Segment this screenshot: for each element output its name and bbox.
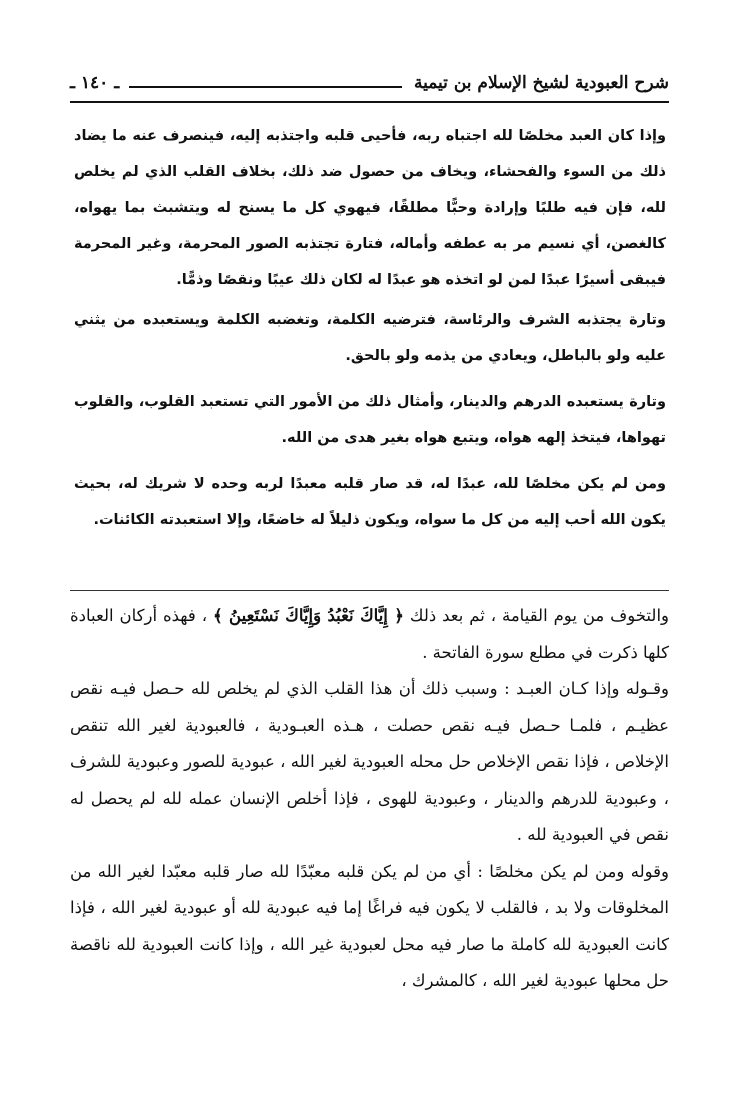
header-rule (129, 86, 402, 88)
commentary-text: والتخوف من يوم القيامة ، ثم بعد ذلك (403, 606, 669, 625)
main-text-block (74, 118, 666, 548)
commentary-text: ، فهذه أركان العبادة كلها ذكرت في مطلع سورة الفاتحة . (70, 606, 669, 662)
commentary-paragraph (70, 598, 669, 671)
commentary-block (70, 598, 669, 1000)
running-header (70, 66, 669, 100)
main-paragraph: وإذا كان العبد مخلصًا لله اجتباه ربه، فأحيى قلبه واجتذبه إليه، فينصرف عنه ما يضاد ذلك من السوء والفحشاء، ويخاف من حصول ضد ذلك، بخلاف القلب الذي لم يخلص لله، فإن فيه طلبًا وإرادة وحبًّا مطلقًا، فيهوي كل ما يسنح له ويتشبث بما يهواه، كالغصن، أي نسيم مر به عطفه وأماله، فتارة تجتذبه الصور المحرمة، وغير المحرمة فيبقى أسيرًا عبدًا لمن لو اتخذه هو عبدًا له لكان ذلك عيبًا ونقصًا وذمًّا. (74, 128, 666, 288)
main-paragraph: ومن لم يكن مخلصًا لله، عبدًا له، قد صار قلبه معبدًا لربه وحده لا شريك له، بحيث يكون الله أحب إليه من كل ما سواه، ويكون ذليلاً له خاضعًا، وإلا استعبدته الكائنات. (74, 476, 666, 528)
page-number: ـ ١٤٠ ـ (70, 73, 120, 93)
main-paragraph: وتارة يجتذبه الشرف والرئاسة، فترضيه الكلمة، وتغضبه الكلمة ويستعبده من يثني عليه ولو بالباطل، ويعادي من يذمه ولو بالحق. (74, 312, 666, 364)
commentary-paragraph: وقوله ومن لم يكن مخلصًا : أي من لم يكن قلبه معبّدًا لله صار قلبه معبّدا لغير الله من المخلوقات ولا بد ، فالقلب لا يكون فيه فراغًا إما فيه عبودية لله أو عبودية لغير الله ، فإذا كانت العبودية لله كاملة ما صار فيه محل لعبودية غير الله ، وإذا كانت العبودية لله ناقصة حل محلها عبودية لغير الله ، كالمشرك ، (70, 861, 669, 990)
header-title: شرح العبودية لشيخ الإسلام بن تيمية (413, 73, 669, 93)
header-underline (70, 101, 669, 103)
quran-verse: ﴿ إِيَّاكَ نَعْبُدُ وَإِيَّاكَ نَسْتَعِينُ ﴾ (212, 606, 404, 625)
section-separator (70, 590, 669, 591)
main-paragraph: وتارة يستعبده الدرهم والدينار، وأمثال ذلك من الأمور التي تستعبد القلوب، والقلوب تهواها، فيتخذ إلهه هواه، ويتبع هواه بغير هدى من الله. (74, 394, 666, 446)
commentary-paragraph: وقـوله وإذا كـان العبـد : وسبب ذلك أن هذا القلب الذي لم يخلص لله حـصل فيـه نقص عظيـم ، فلمـا حـصل فيـه نقص حصلت ، هـذه العبـودية ، فالعبودية لغير الله تنقص الإخلاص ، فإذا نقص الإخلاص حل محله العبودية لغير الله ، عبودية للصور وعبودية للشرف ، وعبودية للدرهم والدينار ، وعبودية للهوى ، فإذا أخلص الإنسان عمله لله لم يحصل له نقص في العبودية لله . (70, 679, 669, 844)
